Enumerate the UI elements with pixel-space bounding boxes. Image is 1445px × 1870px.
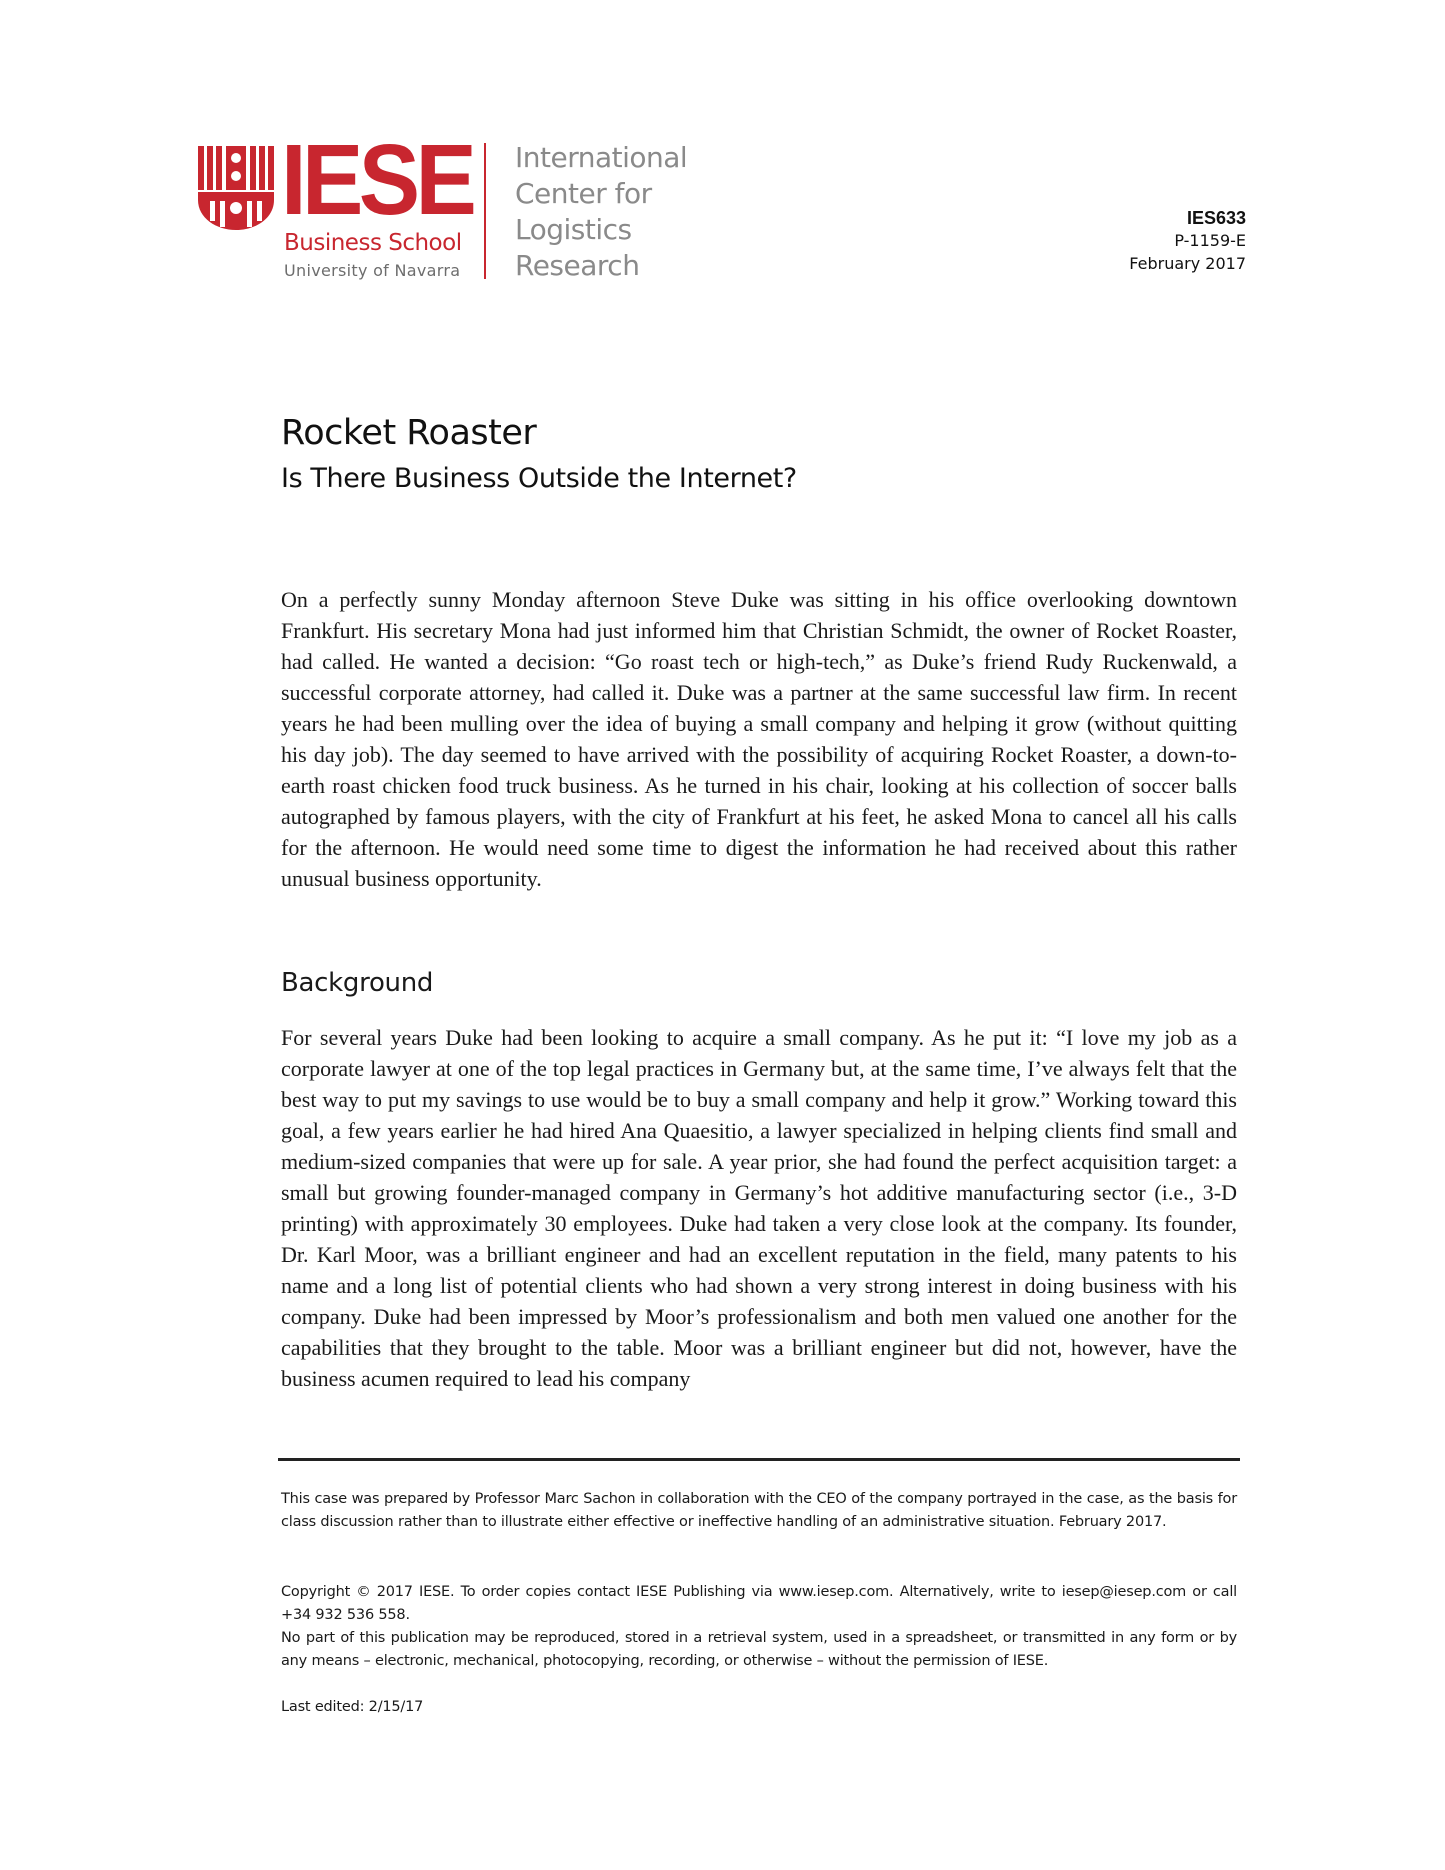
shield-crest-icon bbox=[198, 146, 274, 230]
document-number: P-1159-E bbox=[1174, 231, 1246, 250]
iese-logo bbox=[198, 124, 698, 285]
document-date: February 2017 bbox=[1129, 254, 1246, 273]
school-name: Business School bbox=[284, 230, 462, 256]
section-heading-background: Background bbox=[281, 968, 434, 998]
center-name-line: Center for bbox=[515, 177, 652, 210]
last-edited: Last edited: 2/15/17 bbox=[281, 1699, 424, 1715]
case-subtitle: Is There Business Outside the Internet? bbox=[281, 463, 797, 494]
logo-divider bbox=[484, 143, 486, 279]
iese-wordmark: IESE bbox=[281, 124, 473, 236]
document-reference bbox=[1129, 207, 1246, 275]
case-preparation-note: This case was prepared by Professor Marc Sachon in collaboration with the CEO of the company portrayed in the case, as the basis for class discussion rather than to illustrate either effective or ineffective handling of an administrative situation. February 2017. bbox=[281, 1491, 1237, 1530]
center-name bbox=[515, 140, 687, 284]
rights-notice: No part of this publication may be reproduced, stored in a retrieval system, used in a spreadsheet, or transmitted in any form or by any means – electronic, mechanical, photocopying, recording, or otherwise – without the permission of IESE. bbox=[281, 1630, 1237, 1669]
center-name-line: Research bbox=[515, 249, 640, 282]
document-code: IES633 bbox=[1186, 208, 1246, 228]
footer-divider bbox=[278, 1458, 1240, 1461]
center-name-line: Logistics bbox=[515, 213, 632, 246]
background-paragraph: For several years Duke had been looking to acquire a small company. As he put it: “I love my job as a corporate lawyer at one of the top legal practices in Germany but, at the same time, I’ve always felt that the best way to put my savings to use would be to buy a small company and help it grow.” Working toward this goal, a few years earlier he had hired Ana Quaesitio, a lawyer specialized in helping clients find small and medium-sized companies that were up for sale. A year prior, she had found the perfect acquisition target: a small but growing founder-managed company in Germany’s hot additive manufacturing sector (i.e., 3-D printing) with approximately 30 employees. Duke had taken a very close look at the company. Its founder, Dr. Karl Moor, was a brilliant engineer and had an excellent reputation in the field, many patents to his name and a long list of potential clients who had shown a very strong interest in doing business with his company. Duke had been impressed by Moor’s professionalism and both men valued one another for the capabilities that they brought to the table. Moor was a brilliant engineer but did not, however, have the business acumen required to lead his company bbox=[281, 1025, 1237, 1391]
university-name: University of Navarra bbox=[284, 261, 461, 280]
case-title: Rocket Roaster bbox=[281, 413, 537, 453]
copyright-notice: Copyright © 2017 IESE. To order copies contact IESE Publishing via www.iesep.com. Alternatively, write to iesep@iesep.com or call +34 932 536 558. bbox=[281, 1584, 1237, 1623]
center-name-line: International bbox=[515, 141, 688, 174]
intro-paragraph: On a perfectly sunny Monday afternoon Steve Duke was sitting in his office overlooking downtown Frankfurt. His secretary Mona had just informed him that Christian Schmidt, the owner of Rocket Roaster, had called. He wanted a decision: “Go roast tech or high-tech,” as Duke’s friend Rudy Ruckenwald, a successful corporate attorney, had called it. Duke was a partner at the same successful law firm. In recent years he had been mulling over the idea of buying a small company and helping it grow (without quitting his day job). The day seemed to have arrived with the possibility of acquiring Rocket Roaster, a down-to-earth roast chicken food truck business. As he turned in his chair, looking at his collection of soccer balls autographed by famous players, with the city of Frankfurt at his feet, he asked Mona to cancel all his calls for the afternoon. He would need some time to digest the information he had received about this rather unusual business opportunity. bbox=[281, 587, 1237, 891]
